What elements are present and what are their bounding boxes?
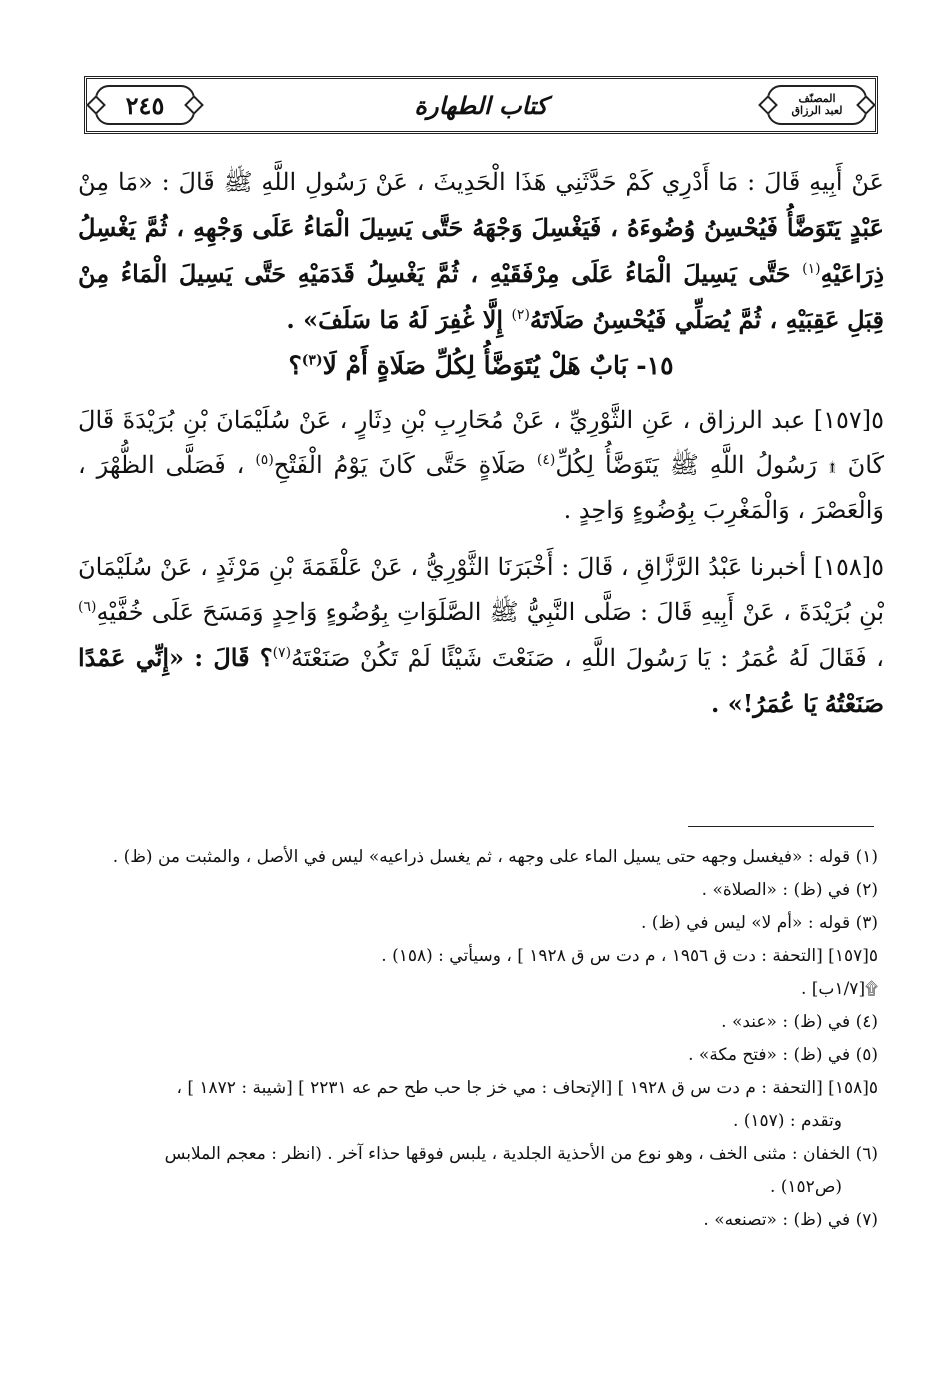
- para3-line-3a: فَقَالَ لَهُ عُمَرُ : يَا رَسُولَ اللَّهِ ، صَنَعْتَ شَيْئًا لَمْ تَكُنْ صَنَعْتَهُ: [291, 644, 867, 672]
- footnote-6-cont: (ص١٥٢) .: [769, 1177, 842, 1197]
- footnote-ref-3: (٣): [301, 352, 323, 369]
- footnote-ref-6: (٦): [78, 599, 97, 615]
- footnote-1: (١) قوله : «فيغسل وجهه حتى يسيل الماء على وجهه ، ثم يغسل ذراعيه» ليس في الأصل ، والمثبت من (ظ) .: [112, 847, 878, 867]
- footnote-ref-1: (١): [802, 261, 821, 277]
- para3-line-2b: ،: [876, 644, 884, 672]
- seal-line-1: المصنّف: [798, 92, 836, 105]
- footnote-6: (٦) الخفان : مثنى الخف ، وهو نوع من الأحذية الجلدية ، يلبس فوقها حذاء آخر . (انظر : معجم الملابس: [164, 1144, 878, 1164]
- seal-line-2: لعبد الرزاق: [791, 104, 843, 117]
- para2-line-2a: رَسُولُ اللَّهِ ﷺ يَتَوَضَّأُ لِكُلِّ: [555, 451, 818, 479]
- footnote-3: (٣) قوله : «أم لا» ليس في (ظ) .: [641, 913, 878, 933]
- para1-line-4a: عَقِبَيْهِ ، ثُمَّ يُصَلِّي فَيُحْسِنُ صَلَاتَهُ: [529, 305, 840, 334]
- footnote-157-takhrij: ٥[١٥٧] [التحفة : دت ق ١٩٥٦ ، م دت س ق ١٩٢٨ ] ، وسيأتي : (١٥٨) .: [381, 946, 878, 966]
- paragraph-158: [78, 545, 884, 727]
- footnote-ref-4: (٤): [536, 452, 556, 468]
- footnote-ref-5: (٥): [255, 452, 274, 468]
- paragraph-1: [78, 160, 884, 343]
- footnote-ref-7: (٧): [272, 645, 292, 661]
- para3-line-3b: ؟ قَالَ : «إِنِّي عَمْدًا صَنَعْتُهُ: [78, 643, 884, 718]
- para1-line-4b: إِلَّا غُفِرَ لَهُ مَا سَلَفَ» .: [286, 305, 512, 334]
- para3-line-4: يَا عُمَرُ!» .: [711, 689, 818, 718]
- footnote-ref-2: (٢): [511, 307, 530, 323]
- page-number-frame: [95, 85, 195, 125]
- footnote-divider: [688, 826, 874, 827]
- para1-line-2: عَبْدٍ يَتَوَضَّأُ فَيُحْسِنُ وُضُوءَهُ ، فَيَغْسِلَ وَجْهَهُ حَتَّى يَسِيلَ الْمَاءُ عَلَى وَجْهِهِ ، ثُمَّ يَغْسِلُ: [78, 213, 884, 242]
- para1-line-3b: حَتَّى يَسِيلَ الْمَاءُ عَلَى مِرْفَقَيْهِ ، ثُمَّ يَغْسِلُ قَدَمَيْهِ حَتَّى يَسِيلَ الْمَاءُ مِنْ قِبَلِ: [78, 259, 884, 334]
- footnote-158-takhrij: ٥[١٥٨] [التحفة : م دت س ق ١٩٢٨ ] [الإتحاف : مي خز جا حب طح حم عه ٢٢٣١ ] [شيبة : ١٨٧٢ ] ،: [176, 1078, 878, 1098]
- para2-line-3: وَالْمَغْرِبَ بِوُضُوءٍ وَاحِدٍ .: [563, 496, 790, 524]
- footnote-4: (٤) في (ظ) : «عند» .: [721, 1012, 878, 1032]
- footnote-2: (٢) في (ظ) : «الصلاة» .: [701, 880, 878, 900]
- footnote-5: (٥) في (ظ) : «فتح مكة» .: [688, 1045, 878, 1065]
- para3-line-1: ٥[١٥٨] أخبرنا عَبْدُ الرَّزَّاقِ ، قَالَ : أَخْبَرَنَا الثَّوْرِيُّ ، عَنْ عَلْقَمَةَ بْنِ مَرْثَدٍ ، عَنْ سُلَيْمَانَ بْنِ: [78, 553, 884, 626]
- chapter-title: ١٥- بَابٌ هَلْ يُتَوَضَّأُ لِكُلِّ صَلَاةٍ أَمْ لَا: [322, 351, 674, 380]
- paragraph-157: [78, 398, 884, 533]
- footnote-manuscript-ref: ۩[١/٧ب] .: [800, 979, 878, 999]
- footnote-7: (٧) في (ظ) : «تصنعه» .: [703, 1210, 878, 1230]
- para1-line-1: عَنْ أَبِيهِ قَالَ : مَا أَدْرِي كَمْ حَدَّثَنِي هَذَا الْحَدِيثَ ، عَنْ رَسُولِ اللَّهِ ﷺ قَالَ : «مَا مِنْ: [78, 168, 884, 196]
- chapter-heading: [78, 343, 884, 388]
- para2-line-1: ٥[١٥٧] عبد الرزاق ، عَنِ الثَّوْرِيِّ ، عَنْ مُحَارِبِ بْنِ دِثَارٍ ، عَنْ سُلَيْمَانَ بْنِ بُرَيْدَةَ قَالَ كَانَ ۩: [78, 406, 884, 479]
- para2-line-2b: صَلَاةٍ حَتَّى كَانَ يَوْمُ الْفَتْحِ: [273, 451, 537, 479]
- para1-line-3a: ذِرَاعَيْهِ: [820, 259, 884, 288]
- page-header: [84, 76, 878, 134]
- para2-line-2c: ، فَصَلَّى الظُّهْرَ ، وَالْعَصْرَ ،: [78, 451, 884, 524]
- footnote-158-takhrij-cont: وتقدم : (١٥٧) .: [732, 1111, 842, 1131]
- footnotes: [78, 842, 878, 1238]
- main-text: [78, 160, 884, 727]
- para3-line-2a: بُرَيْدَةَ ، عَنْ أَبِيهِ قَالَ : صَلَّى النَّبِيُّ ﷺ الصَّلَوَاتِ بِوُضُوءٍ وَاحِدٍ وَمَسَحَ عَلَى خُفَّيْهِ: [96, 598, 851, 626]
- book-title: كتاب الطهارة: [414, 90, 548, 120]
- page-number: ٢٤٥: [125, 90, 165, 120]
- chapter-qmark: ؟: [288, 351, 302, 380]
- book-seal: [767, 85, 867, 125]
